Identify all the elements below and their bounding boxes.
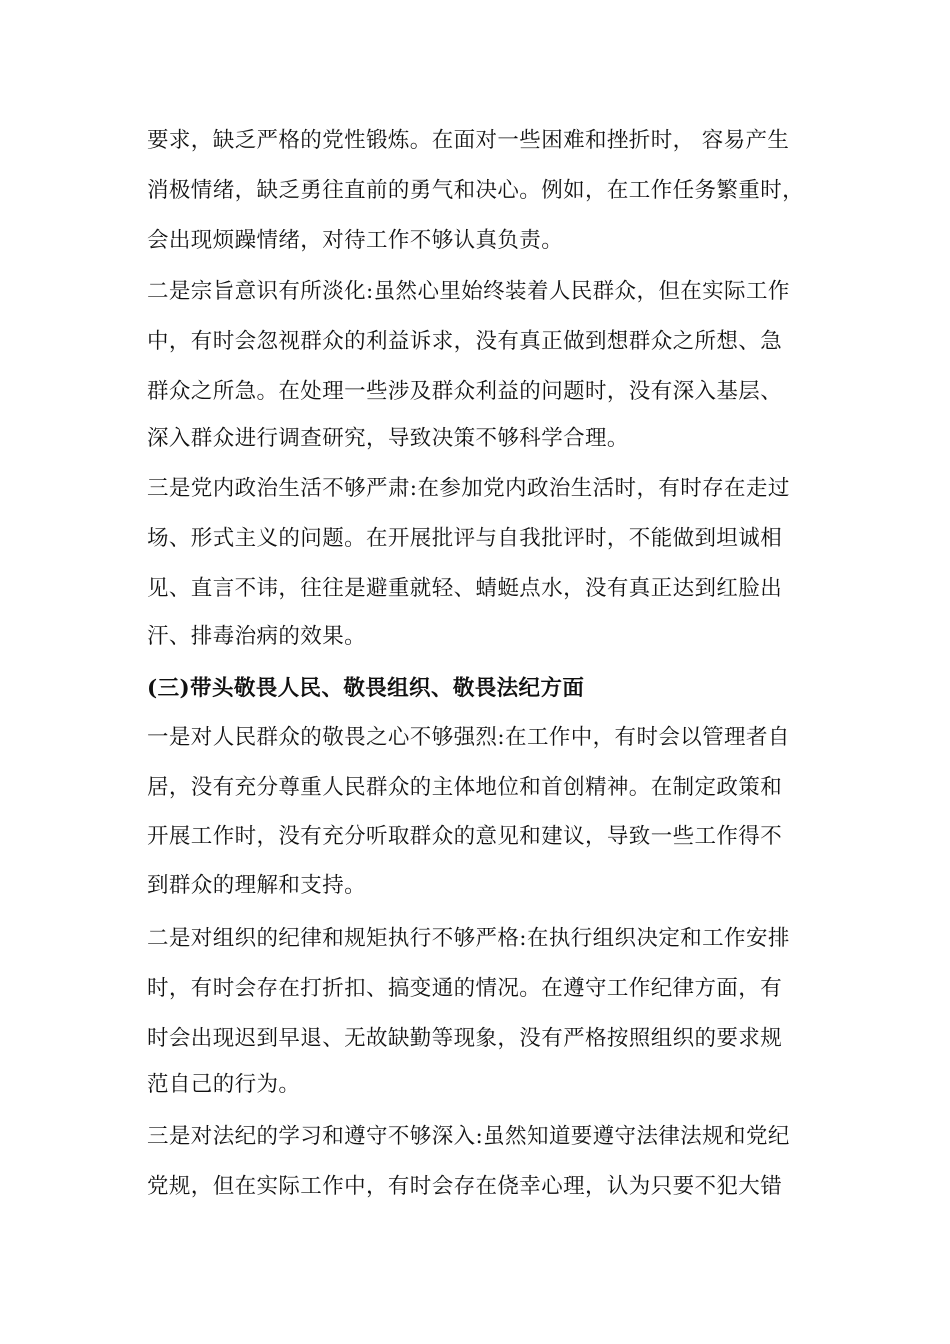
- text-line: 二是宗旨意识有所淡化:虽然心里始终装着人民群众，但在实际工作: [147, 279, 790, 304]
- text-line: 群众之所急。在处理一些涉及群众利益的问题时，没有深入基层、: [147, 379, 783, 404]
- text-line: 会出现烦躁情绪，对待工作不够认真负责。: [147, 228, 564, 253]
- text-line: 开展工作时，没有充分听取群众的意见和建议，导致一些工作得不: [147, 824, 783, 849]
- text-line: 消极情绪，缺乏勇往直前的勇气和决心。例如，在工作任务繁重时，: [147, 178, 805, 203]
- text-line: 二是对组织的纪律和规矩执行不够严格:在执行组织决定和工作安排: [147, 926, 790, 951]
- text-line: 居，没有充分尊重人民群众的主体地位和首创精神。在制定政策和: [147, 775, 783, 800]
- text-line: 三是党内政治生活不够严肃:在参加党内政治生活时，有时存在走过: [147, 476, 790, 501]
- text-line: 场、形式主义的问题。在开展批评与自我批评时，不能做到坦诚相: [147, 526, 783, 551]
- text-line: 范自己的行为。: [147, 1072, 301, 1097]
- text-line: 见、直言不讳，往往是避重就轻、蜻蜓点水，没有真正达到红脸出: [147, 576, 783, 601]
- text-line: 汗、排毒治病的效果。: [147, 624, 367, 649]
- text-line: 三是对法纪的学习和遵守不够深入:虽然知道要遵守法律法规和党纪: [147, 1124, 790, 1149]
- section-heading: (三)带头敬畏人民、敬畏组织、敬畏法纪方面: [147, 676, 585, 701]
- text-line: 要求，缺乏严格的党性锻炼。在面对一些困难和挫折时， 容易产生: [147, 128, 790, 153]
- text-line: 时，有时会存在打折扣、搞变通的情况。在遵守工作纪律方面，有: [147, 976, 783, 1001]
- text-line: 深入群众进行调查研究，导致决策不够科学合理。: [147, 426, 629, 451]
- text-line: 中，有时会忽视群众的利益诉求，没有真正做到想群众之所想、急: [147, 329, 783, 354]
- text-line: 时会出现迟到早退、无故缺勤等现象，没有严格按照组织的要求规: [147, 1026, 783, 1051]
- text-line: 党规，但在实际工作中，有时会存在侥幸心理，认为只要不犯大错: [147, 1174, 783, 1199]
- text-line: 一是对人民群众的敬畏之心不够强烈:在工作中，有时会以管理者自: [147, 725, 790, 750]
- text-line: 到群众的理解和支持。: [147, 873, 367, 898]
